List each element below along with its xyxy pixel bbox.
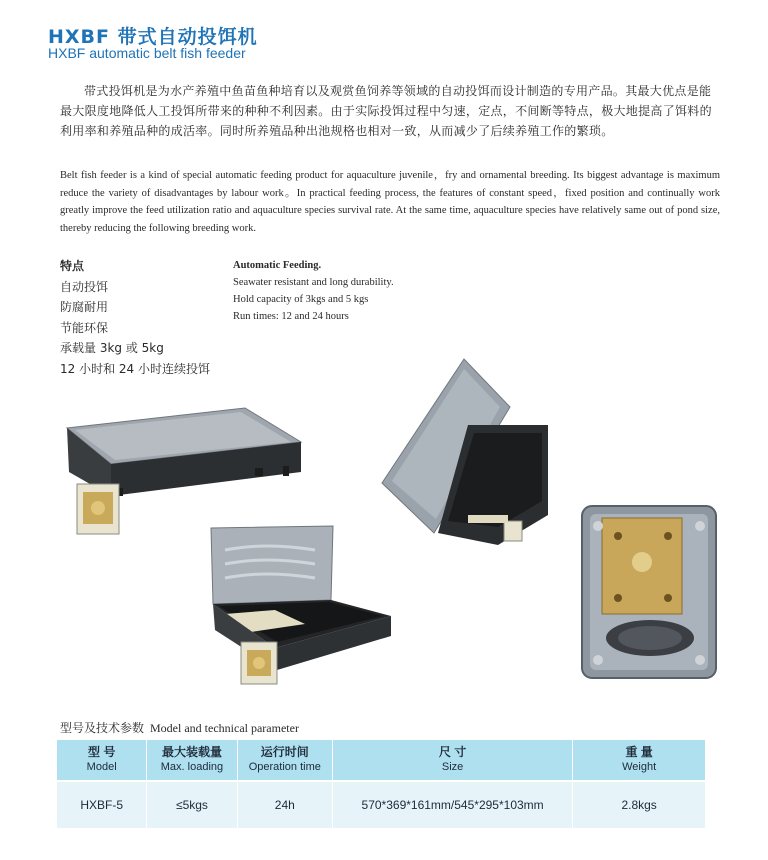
features-list-cn xyxy=(60,256,210,379)
header-cell-weight: 重 量 Weight xyxy=(573,740,705,780)
features-list-en xyxy=(233,257,394,325)
cell-weight: 2.8kgs xyxy=(573,782,705,828)
header-cell-model: 型 号 Model xyxy=(57,740,147,780)
feeder-open-belt-photo xyxy=(205,520,400,690)
feature-item-en: Run times: 12 and 24 hours xyxy=(233,311,349,322)
timer-mechanism-photo xyxy=(578,502,720,682)
cell-size: 570*369*161mm/545*295*103mm xyxy=(332,782,572,828)
spec-table xyxy=(57,740,705,828)
header-cell-operation-time: 运行时间 Operation time xyxy=(237,740,332,780)
cell-max-loading: ≤5kgs xyxy=(147,782,237,828)
cell-operation-time: 24h xyxy=(237,782,332,828)
intro-paragraph-en: Belt fish feeder is a kind of special automatic feeding product for aquaculture juvenile，fry and ornamental breeding. Its biggest advantage is maximum reduce the variety of disadvantages by labour work。In practical feeding process, the features of constant speed，fixed position and continually work greatly improve the feed utilization ratio and aquaculture species survival rate. At the same time, aquaculture species have relatively same out of pond size, thereby reducing the following breeding work. xyxy=(60,170,720,234)
table-caption-cn: 型号及技术参数 xyxy=(60,721,145,735)
feature-item-cn: 防腐耐用 xyxy=(60,300,109,314)
table-caption-en: Model and technical parameter xyxy=(150,721,299,735)
table-row xyxy=(57,782,705,828)
feature-item-cn: 节能环保 xyxy=(60,320,109,335)
header-cell-size: 尺 寸 Size xyxy=(332,740,572,780)
feeder-open-side-photo xyxy=(378,355,553,555)
intro-paragraph-cn: 带式投饵机是为水产养殖中鱼苗鱼种培育以及观赏鱼饲养等领域的自动投饵而设计制造的专用产品。其最大优点是能最大限度地降低人工投饵所带来的种种不利因素。由于实际投饵过程中匀速，定点，不间断等特点，极大地提高了饵料的利用率和养殖品种的成活率。同时所养殖品种出池规格也相对一致，从而减少了后续养殖工作的繁琐。 xyxy=(60,84,712,138)
feature-item-cn: 12 小时和 24 小时连续投饵 xyxy=(60,361,210,376)
features-heading-en: Automatic Feeding. xyxy=(233,260,322,271)
title-cn: HXBF 带式自动投饵机 xyxy=(48,26,258,48)
feature-item-en: Seawater resistant and long durability. xyxy=(233,277,394,288)
header-cell-max-loading: 最大装载量 Max. loading xyxy=(147,740,237,780)
table-caption xyxy=(60,719,299,736)
features-heading-cn: 特点 xyxy=(60,259,85,273)
feature-item-en: Hold capacity of 3kgs and 5 kgs xyxy=(233,294,369,305)
title-en: HXBF automatic belt fish feeder xyxy=(48,45,246,61)
feature-item-cn: 承载量 3kg 或 5kg xyxy=(60,341,164,355)
feature-item-cn: 自动投饵 xyxy=(60,279,109,294)
table-header-row xyxy=(57,740,705,780)
cell-model: HXBF-5 xyxy=(57,782,147,828)
